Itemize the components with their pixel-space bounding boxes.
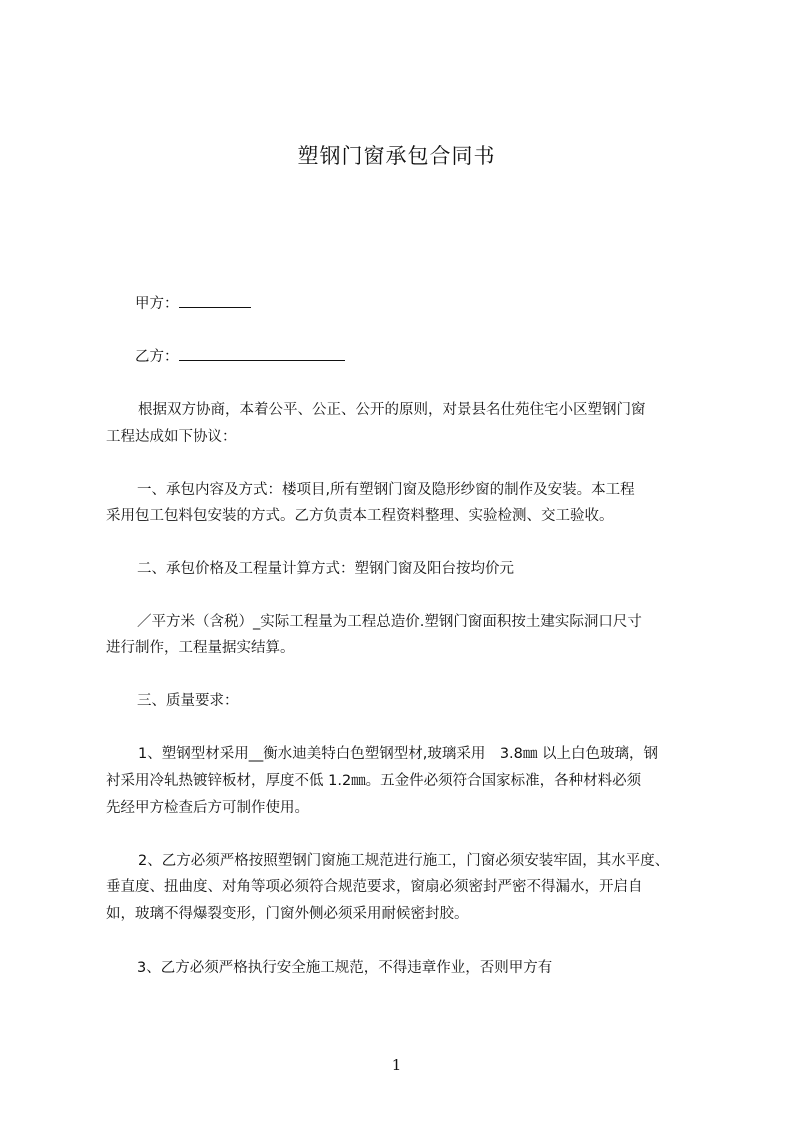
party-a-line: [135, 293, 251, 314]
party-a-blank: [179, 293, 251, 308]
document-title: 塑钢门窗承包合同书: [297, 144, 496, 168]
section2-line-3: 进行制作，工程量据实结算。: [106, 640, 295, 656]
item1-line-2: 衬采用冷轧热镀锌板材，厚度不低 1.2㎜。五金件必须符合国家标准，各种材料必须: [106, 773, 642, 789]
intro-line-1: 根据双方协商，本着公平、公正、公开的原则，对景县名仕苑住宅小区塑钢门窗: [138, 402, 646, 418]
item1-line-1: 1、塑钢型材采用__衡水迪美特白色塑钢型材,玻璃采用 3.8㎜ 以上白色玻璃，钢: [138, 746, 659, 762]
section1-line-1: 一、承包内容及方式：楼项目,所有塑钢门窗及隐形纱窗的制作及安装。本工程: [137, 482, 635, 498]
item2-line-2: 垂直度、扭曲度、对角等项必须符合规范要求，窗扇必须密封严密不得漏水，开启自: [106, 879, 643, 895]
item2-line-1: 2、乙方必须严格按照塑钢门窗施工规范进行施工，门窗必须安装牢固，其水平度、: [138, 853, 670, 869]
party-a-label: 甲方：: [135, 296, 179, 312]
item2-line-3: 如，玻璃不得爆裂变形，门窗外侧必须采用耐候密封胶。: [106, 906, 469, 922]
page-number: 1: [391, 1056, 402, 1074]
item1-line-3: 先经甲方检查后方可制作使用。: [106, 800, 309, 816]
intro-line-2: 工程达成如下协议：: [106, 429, 237, 445]
party-b-line: [135, 346, 345, 367]
section1-line-2: 采用包工包料包安装的方式。乙方负责本工程资料整理、实验检测、交工验收。: [106, 508, 614, 524]
section2-line-1: 二、承包价格及工程量计算方式：塑钢门窗及阳台按均价元: [137, 561, 514, 577]
section2-line-2: ／平方米（含税）_实际工程量为工程总造价.塑钢门窗面积按土建实际洞口尺寸: [137, 614, 642, 630]
section3-heading: 三、质量要求：: [137, 693, 239, 709]
party-b-label: 乙方：: [135, 349, 179, 365]
party-b-blank: [179, 346, 345, 361]
item3-line-1: 3、乙方必须严格执行安全施工规范，不得违章作业，否则甲方有: [137, 960, 553, 976]
